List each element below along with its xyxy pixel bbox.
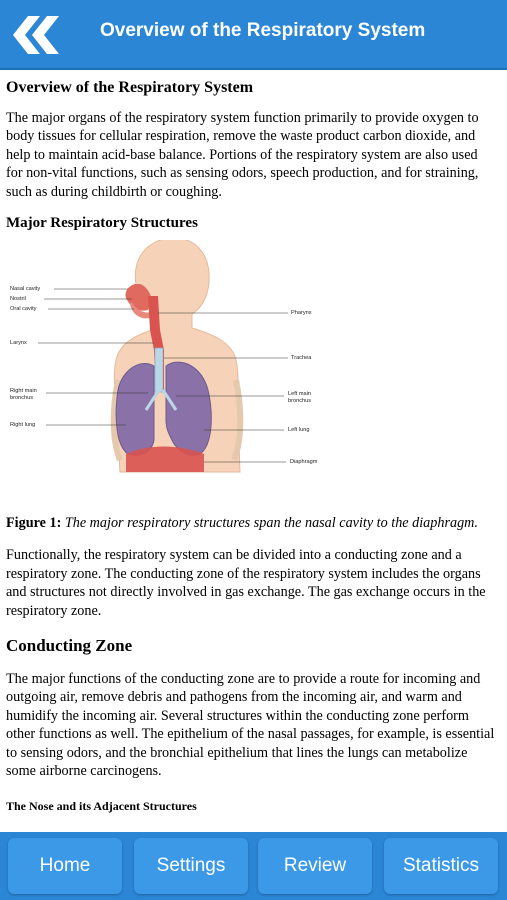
- article-content: [0, 70, 507, 832]
- label-diaphragm: Diaphragm: [290, 459, 318, 466]
- functional-paragraph: Functionally, the respiratory system can be divided into a conducting zone and a respiratory zone. The conducting zone of the respiratory system includes the organs and structures not directly involved in gas exchange. The gas exchange occurs in the respiratory zone.: [6, 547, 486, 619]
- header-title: Overview of the Respiratory System: [100, 20, 426, 41]
- back-button[interactable]: [12, 12, 62, 58]
- label-nostril: Nostril: [10, 296, 26, 303]
- tab-home[interactable]: Home: [8, 838, 122, 894]
- tab-statistics[interactable]: Statistics: [384, 838, 498, 894]
- label-left-main-bronchus-2: bronchus: [288, 398, 312, 405]
- conducting-zone-heading: Conducting Zone: [6, 636, 133, 656]
- figure-caption: [6, 514, 497, 532]
- tab-review[interactable]: Review: [258, 838, 372, 894]
- tab-settings[interactable]: Settings: [134, 838, 248, 894]
- article-title: Overview of the Respiratory System: [6, 79, 254, 96]
- next-section-heading: The Nose and its Adjacent Structures: [6, 798, 197, 813]
- double-chevron-left-icon: [12, 12, 62, 58]
- label-right-lung: Right lung: [10, 422, 36, 429]
- label-trachea: Trachea: [291, 355, 312, 362]
- label-left-main-bronchus-1: Left main: [288, 391, 312, 398]
- bottom-tab-bar: [0, 832, 507, 900]
- intro-paragraph: The major organs of the respiratory system function primarily to provide oxygen to body tissues for cellular respiration, remove the waste product carbon dioxide, and help to maintain acid-base balance. Portions of the respiratory system are also used for non-vital functions, such as sensing odors, speech production, and for straining, such as during childbirth or coughing.: [6, 110, 479, 200]
- respiratory-figure: [8, 240, 338, 502]
- label-pharynx: Pharynx: [291, 310, 312, 317]
- label-oral-cavity: Oral cavity: [10, 306, 37, 313]
- caption-label: Figure 1:: [6, 515, 62, 532]
- header-bar: [0, 0, 507, 70]
- label-right-main-bronchus-2: bronchus: [10, 395, 34, 402]
- respiratory-illustration: [8, 240, 338, 502]
- label-nasal-cavity: Nasal cavity: [10, 286, 41, 293]
- label-larynx: Larynx: [10, 340, 27, 347]
- caption-text: The major respiratory structures span the nasal cavity to the diaphragm.: [64, 515, 478, 532]
- structures-heading: Major Respiratory Structures: [6, 215, 198, 232]
- conducting-paragraph: The major functions of the conducting zone are to provide a route for incoming and outgoing air, remove debris and pathogens from the incoming air, and warm and humidify the incoming air. Several structures within the conducting zone perform other functions as well. The epithelium of the nasal passages, for example, is essential to sensing odors, and the bronchial epithelium that lines the lungs can metabolize some airborne carcinogens.: [6, 671, 495, 780]
- label-right-main-bronchus-1: Right main: [10, 388, 37, 395]
- label-left-lung: Left lung: [288, 427, 310, 434]
